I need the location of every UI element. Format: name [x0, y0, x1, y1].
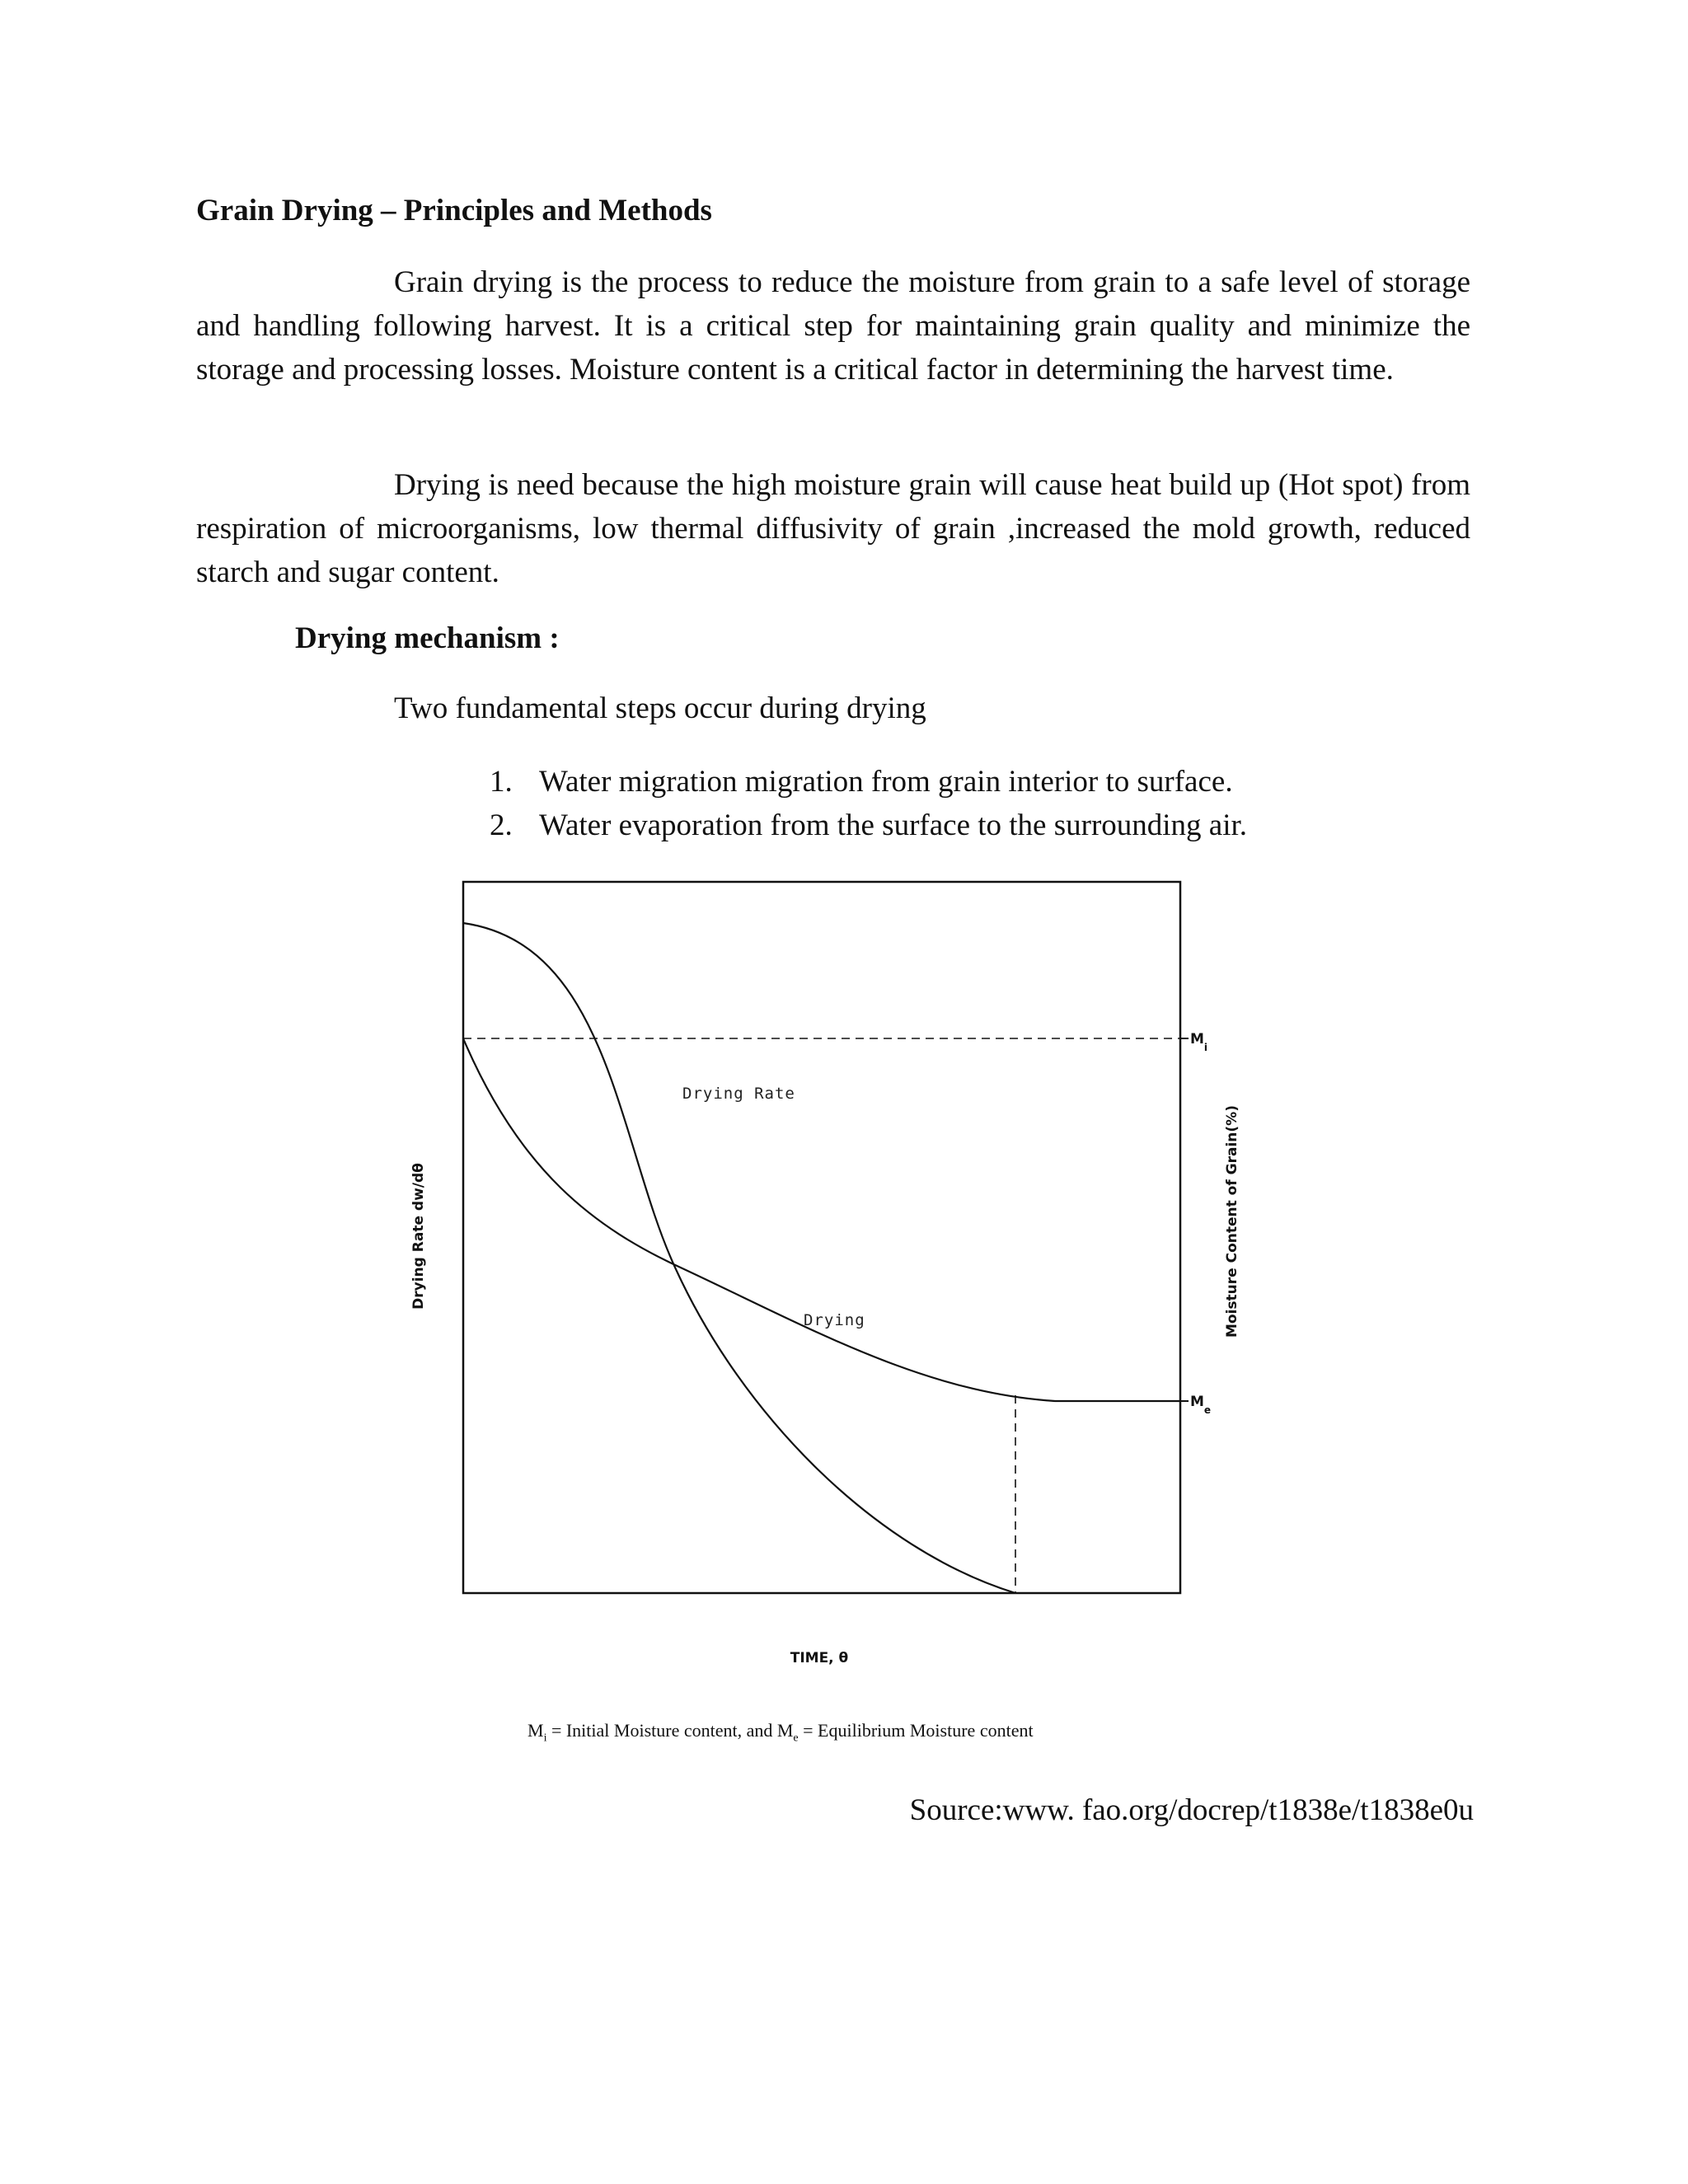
step-text: Water migration migration from grain interior to surface.	[539, 765, 1233, 799]
step-number: 1.	[490, 765, 513, 799]
caption-me-sub: e	[793, 1732, 799, 1745]
left-axis-label: Drying Rate dw/dθ	[410, 1163, 427, 1310]
source-citation: Source:www. fao.org/docrep/t1838e/t1838e0u	[909, 1793, 1474, 1827]
drying-rate-curve-label: Drying Rate	[682, 1085, 795, 1103]
need-paragraph: Drying is need because the high moisture grain will cause heat build up (Hot spot) from respiration of microorganisms, low thermal diffusivity of grain ,increased the mold growth, reduced starch and sugar content.	[196, 468, 1470, 589]
step-item	[490, 760, 1247, 804]
figure-caption	[528, 1720, 1034, 1745]
caption-mi-sub: i	[543, 1732, 547, 1745]
caption-me-symbol: M	[776, 1720, 794, 1741]
steps-intro: Two fundamental steps occur during drying	[394, 691, 926, 725]
x-axis-label: TIME, θ	[790, 1650, 849, 1666]
drying-rate-curve	[463, 923, 1015, 1593]
step-item	[490, 804, 1247, 847]
moisture-drying-curve	[463, 1038, 1180, 1401]
me-marker: $M_e$	[1190, 1394, 1212, 1416]
right-axis-label: Moisture Content of Grain(%)	[1224, 1105, 1240, 1338]
steps-list	[490, 760, 1247, 847]
caption-me-desc: = Equilibrium Moisture content	[803, 1720, 1034, 1741]
step-text: Water evaporation from the surface to the surrounding air.	[539, 808, 1248, 842]
caption-mi-desc: = Initial Moisture content, and	[551, 1720, 773, 1741]
drying-curve-figure	[396, 865, 1240, 1690]
plot-frame	[463, 882, 1180, 1593]
mi-marker: $M_i$	[1190, 1031, 1208, 1053]
document-title: Grain Drying – Principles and Methods	[196, 194, 712, 227]
caption-mi-symbol: M	[528, 1720, 544, 1741]
drying-curve-label: Drying	[804, 1311, 865, 1329]
drying-mechanism-heading: Drying mechanism :	[295, 621, 560, 655]
step-number: 2.	[490, 808, 513, 842]
intro-paragraph: Grain drying is the process to reduce the moisture from grain to a safe level of storage and handling following harvest. It is a critical step for maintaining grain quality and minimize the storage and processing losses. Moisture content is a critical factor in determining the harvest time.	[196, 265, 1470, 387]
